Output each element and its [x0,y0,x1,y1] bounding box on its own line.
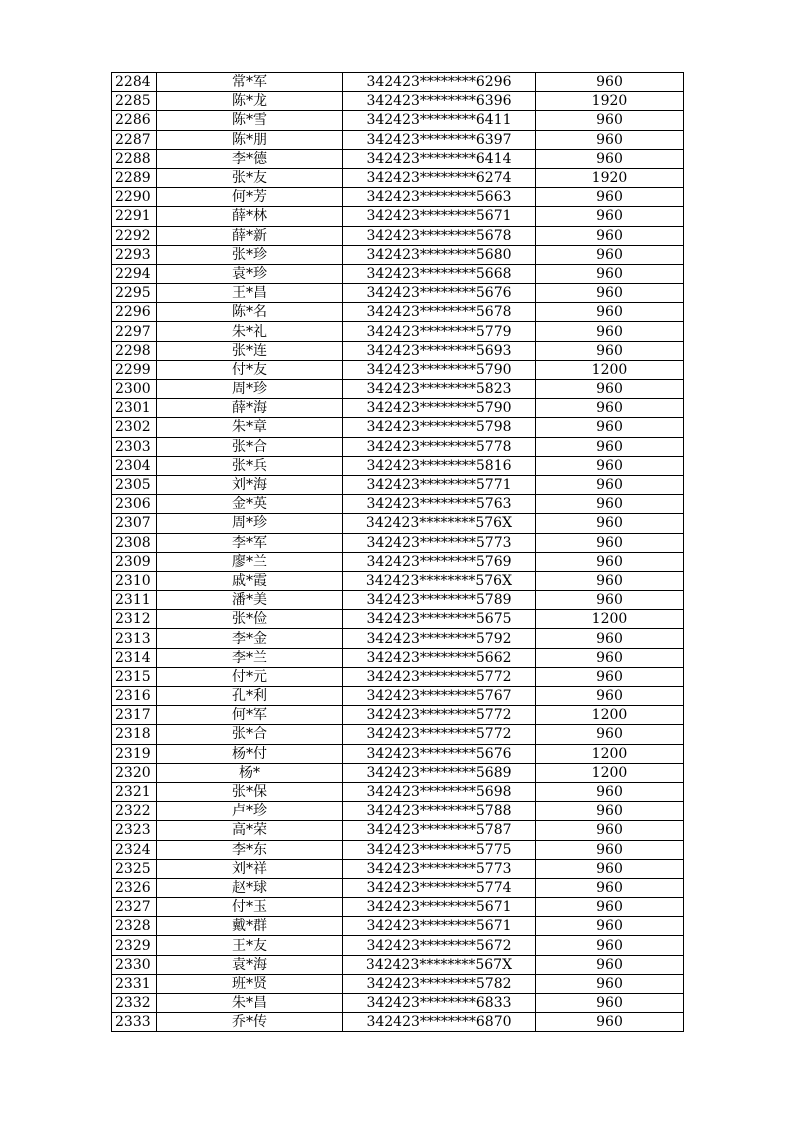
id-number-cell: 342423********6396 [343,92,536,111]
serial-number-cell: 2305 [112,475,157,494]
id-number-cell: 342423********5774 [343,878,536,897]
amount-cell: 960 [536,495,684,514]
amount-cell: 960 [536,898,684,917]
id-number-cell: 342423********576X [343,514,536,533]
amount-cell: 960 [536,955,684,974]
id-number-cell: 342423********5782 [343,974,536,993]
serial-number-cell: 2284 [112,73,157,92]
table-row [112,552,684,571]
id-number-cell: 342423********5680 [343,245,536,264]
serial-number-cell: 2285 [112,92,157,111]
serial-number-cell: 2333 [112,1013,157,1032]
name-cell: 薛*新 [157,226,343,245]
amount-cell: 960 [536,821,684,840]
amount-cell: 960 [536,188,684,207]
amount-cell: 960 [536,974,684,993]
id-number-cell: 342423********5823 [343,380,536,399]
table-row [112,341,684,360]
serial-number-cell: 2321 [112,782,157,801]
table-row [112,475,684,494]
amount-cell: 960 [536,1013,684,1032]
serial-number-cell: 2293 [112,245,157,264]
name-cell: 张*俭 [157,610,343,629]
id-number-cell: 342423********5787 [343,821,536,840]
amount-cell: 960 [536,322,684,341]
serial-number-cell: 2289 [112,168,157,187]
name-cell: 戴*群 [157,917,343,936]
table-row [112,360,684,379]
name-cell: 陈*雪 [157,111,343,130]
table-row [112,591,684,610]
name-cell: 王*昌 [157,284,343,303]
serial-number-cell: 2297 [112,322,157,341]
id-number-cell: 342423********6296 [343,73,536,92]
name-cell: 薛*林 [157,207,343,226]
table-row [112,763,684,782]
serial-number-cell: 2324 [112,840,157,859]
table-row [112,917,684,936]
name-cell: 刘*祥 [157,859,343,878]
serial-number-cell: 2288 [112,149,157,168]
amount-cell: 960 [536,648,684,667]
name-cell: 王*友 [157,936,343,955]
amount-cell: 960 [536,533,684,552]
amount-cell: 960 [536,725,684,744]
table-row [112,821,684,840]
id-number-cell: 342423********5668 [343,264,536,283]
id-number-cell: 342423********6411 [343,111,536,130]
serial-number-cell: 2294 [112,264,157,283]
amount-cell: 960 [536,207,684,226]
id-number-cell: 342423********5773 [343,533,536,552]
serial-number-cell: 2299 [112,360,157,379]
table-row [112,437,684,456]
serial-number-cell: 2326 [112,878,157,897]
serial-number-cell: 2329 [112,936,157,955]
name-cell: 李*军 [157,533,343,552]
table-row [112,667,684,686]
amount-cell: 1200 [536,744,684,763]
amount-cell: 960 [536,303,684,322]
table-row [112,533,684,552]
table-row [112,1013,684,1032]
id-number-cell: 342423********5789 [343,591,536,610]
serial-number-cell: 2328 [112,917,157,936]
serial-number-cell: 2317 [112,706,157,725]
table-row [112,168,684,187]
table-row [112,73,684,92]
serial-number-cell: 2318 [112,725,157,744]
name-cell: 袁*珍 [157,264,343,283]
id-number-cell: 342423********5671 [343,207,536,226]
table-row [112,610,684,629]
id-number-cell: 342423********5678 [343,226,536,245]
name-cell: 杨*付 [157,744,343,763]
id-number-cell: 342423********5798 [343,418,536,437]
table-row [112,744,684,763]
amount-cell: 960 [536,341,684,360]
name-cell: 陈*名 [157,303,343,322]
id-number-cell: 342423********5790 [343,399,536,418]
amount-cell: 960 [536,802,684,821]
table-row [112,840,684,859]
amount-cell: 960 [536,111,684,130]
serial-number-cell: 2314 [112,648,157,667]
name-cell: 高*荣 [157,821,343,840]
amount-cell: 1200 [536,610,684,629]
name-cell: 周*珍 [157,514,343,533]
table-row [112,629,684,648]
id-number-cell: 342423********6274 [343,168,536,187]
amount-cell: 960 [536,380,684,399]
serial-number-cell: 2319 [112,744,157,763]
name-cell: 戚*霞 [157,571,343,590]
name-cell: 陈*朋 [157,130,343,149]
id-number-cell: 342423********5773 [343,859,536,878]
table-row [112,955,684,974]
serial-number-cell: 2304 [112,456,157,475]
serial-number-cell: 2286 [112,111,157,130]
amount-cell: 960 [536,629,684,648]
amount-cell: 1200 [536,706,684,725]
amount-cell: 960 [536,418,684,437]
amount-cell: 960 [536,782,684,801]
table-row [112,149,684,168]
amount-cell: 960 [536,859,684,878]
serial-number-cell: 2327 [112,898,157,917]
amount-cell: 960 [536,475,684,494]
name-cell: 朱*昌 [157,994,343,1013]
amount-cell: 960 [536,130,684,149]
id-number-cell: 342423********6833 [343,994,536,1013]
name-cell: 付*玉 [157,898,343,917]
serial-number-cell: 2295 [112,284,157,303]
id-number-cell: 342423********5672 [343,936,536,955]
serial-number-cell: 2332 [112,994,157,1013]
serial-number-cell: 2310 [112,571,157,590]
serial-number-cell: 2287 [112,130,157,149]
id-number-cell: 342423********5772 [343,725,536,744]
serial-number-cell: 2322 [112,802,157,821]
table-row [112,687,684,706]
name-cell: 张*保 [157,782,343,801]
table-row [112,207,684,226]
table-row [112,303,684,322]
name-cell: 李*兰 [157,648,343,667]
name-cell: 杨* [157,763,343,782]
serial-number-cell: 2296 [112,303,157,322]
amount-cell: 1920 [536,168,684,187]
table-row [112,859,684,878]
id-number-cell: 342423********5790 [343,360,536,379]
table-row [112,188,684,207]
amount-cell: 1920 [536,92,684,111]
id-number-cell: 342423********5763 [343,495,536,514]
amount-cell: 960 [536,687,684,706]
id-number-cell: 342423********5676 [343,284,536,303]
serial-number-cell: 2303 [112,437,157,456]
serial-number-cell: 2309 [112,552,157,571]
table-row [112,802,684,821]
id-number-cell: 342423********5671 [343,917,536,936]
id-number-cell: 342423********5778 [343,437,536,456]
serial-number-cell: 2298 [112,341,157,360]
data-table [111,72,684,1032]
id-number-cell: 342423********567X [343,955,536,974]
table-row [112,878,684,897]
name-cell: 廖*兰 [157,552,343,571]
name-cell: 刘*海 [157,475,343,494]
amount-cell: 960 [536,437,684,456]
table-row [112,994,684,1013]
id-number-cell: 342423********5779 [343,322,536,341]
id-number-cell: 342423********5689 [343,763,536,782]
serial-number-cell: 2320 [112,763,157,782]
amount-cell: 960 [536,149,684,168]
id-number-cell: 342423********5662 [343,648,536,667]
name-cell: 周*珍 [157,380,343,399]
name-cell: 潘*美 [157,591,343,610]
serial-number-cell: 2307 [112,514,157,533]
amount-cell: 960 [536,936,684,955]
table-row [112,380,684,399]
name-cell: 袁*海 [157,955,343,974]
id-number-cell: 342423********5772 [343,667,536,686]
amount-cell: 960 [536,399,684,418]
serial-number-cell: 2325 [112,859,157,878]
id-number-cell: 342423********5816 [343,456,536,475]
serial-number-cell: 2323 [112,821,157,840]
amount-cell: 960 [536,284,684,303]
serial-number-cell: 2291 [112,207,157,226]
table-row [112,92,684,111]
id-number-cell: 342423********6397 [343,130,536,149]
name-cell: 张*珍 [157,245,343,264]
serial-number-cell: 2301 [112,399,157,418]
name-cell: 李*金 [157,629,343,648]
amount-cell: 960 [536,878,684,897]
table-row [112,648,684,667]
table-row [112,245,684,264]
serial-number-cell: 2313 [112,629,157,648]
name-cell: 薛*海 [157,399,343,418]
table-row [112,974,684,993]
table-row [112,418,684,437]
name-cell: 付*友 [157,360,343,379]
amount-cell: 960 [536,514,684,533]
id-number-cell: 342423********5678 [343,303,536,322]
amount-cell: 1200 [536,763,684,782]
name-cell: 陈*龙 [157,92,343,111]
table-row [112,322,684,341]
serial-number-cell: 2330 [112,955,157,974]
id-number-cell: 342423********5772 [343,706,536,725]
serial-number-cell: 2300 [112,380,157,399]
name-cell: 付*元 [157,667,343,686]
table-row [112,456,684,475]
amount-cell: 960 [536,456,684,475]
id-number-cell: 342423********6870 [343,1013,536,1032]
name-cell: 张*合 [157,725,343,744]
amount-cell: 1200 [536,360,684,379]
serial-number-cell: 2331 [112,974,157,993]
name-cell: 孔*利 [157,687,343,706]
id-number-cell: 342423********6414 [343,149,536,168]
amount-cell: 960 [536,917,684,936]
amount-cell: 960 [536,571,684,590]
table-row [112,264,684,283]
id-number-cell: 342423********5663 [343,188,536,207]
serial-number-cell: 2308 [112,533,157,552]
id-number-cell: 342423********5767 [343,687,536,706]
name-cell: 朱*礼 [157,322,343,341]
id-number-cell: 342423********5698 [343,782,536,801]
serial-number-cell: 2302 [112,418,157,437]
serial-number-cell: 2306 [112,495,157,514]
amount-cell: 960 [536,226,684,245]
serial-number-cell: 2311 [112,591,157,610]
id-number-cell: 342423********5771 [343,475,536,494]
table-row [112,936,684,955]
amount-cell: 960 [536,245,684,264]
name-cell: 金*英 [157,495,343,514]
name-cell: 卢*珍 [157,802,343,821]
table-row [112,706,684,725]
name-cell: 何*军 [157,706,343,725]
serial-number-cell: 2312 [112,610,157,629]
table-row [112,495,684,514]
name-cell: 张*连 [157,341,343,360]
serial-number-cell: 2315 [112,667,157,686]
id-number-cell: 342423********5792 [343,629,536,648]
amount-cell: 960 [536,667,684,686]
name-cell: 班*贤 [157,974,343,993]
name-cell: 常*军 [157,73,343,92]
id-number-cell: 342423********5675 [343,610,536,629]
id-number-cell: 342423********5775 [343,840,536,859]
table-row [112,782,684,801]
table-row [112,226,684,245]
id-number-cell: 342423********5788 [343,802,536,821]
name-cell: 乔*传 [157,1013,343,1032]
amount-cell: 960 [536,73,684,92]
amount-cell: 960 [536,840,684,859]
name-cell: 何*芳 [157,188,343,207]
table-body [112,73,684,1032]
name-cell: 张*友 [157,168,343,187]
id-number-cell: 342423********5693 [343,341,536,360]
id-number-cell: 342423********5676 [343,744,536,763]
serial-number-cell: 2292 [112,226,157,245]
table-row [112,898,684,917]
serial-number-cell: 2290 [112,188,157,207]
table-row [112,111,684,130]
table-row [112,130,684,149]
amount-cell: 960 [536,591,684,610]
serial-number-cell: 2316 [112,687,157,706]
table-row [112,399,684,418]
amount-cell: 960 [536,552,684,571]
table-row [112,514,684,533]
name-cell: 赵*球 [157,878,343,897]
name-cell: 李*东 [157,840,343,859]
table-row [112,284,684,303]
name-cell: 张*合 [157,437,343,456]
table-row [112,725,684,744]
name-cell: 李*德 [157,149,343,168]
name-cell: 张*兵 [157,456,343,475]
table-row [112,571,684,590]
amount-cell: 960 [536,264,684,283]
amount-cell: 960 [536,994,684,1013]
id-number-cell: 342423********576X [343,571,536,590]
id-number-cell: 342423********5769 [343,552,536,571]
name-cell: 朱*章 [157,418,343,437]
id-number-cell: 342423********5671 [343,898,536,917]
